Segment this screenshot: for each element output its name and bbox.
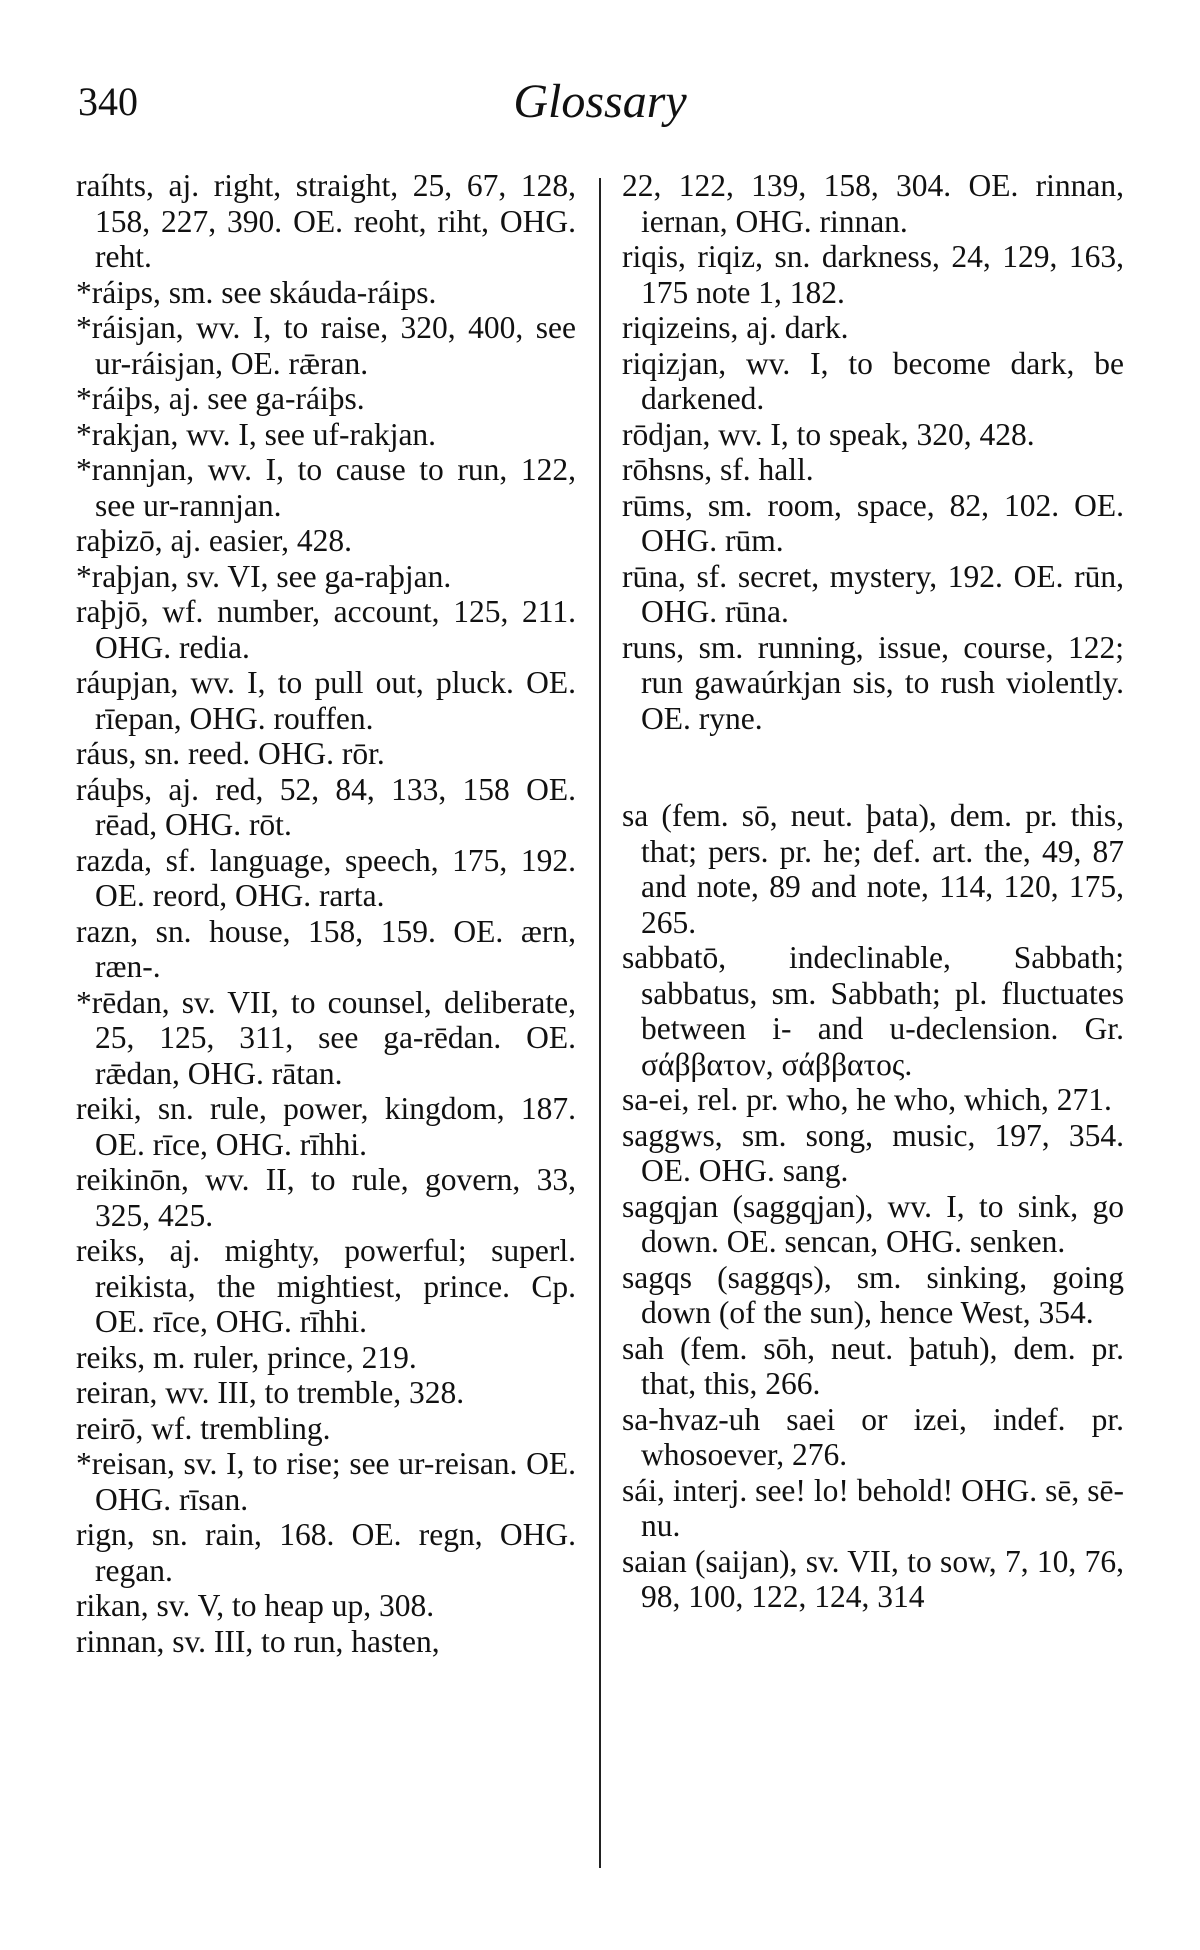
- glossary-entry: rōdjan, wv. I, to speak, 320, 428.: [622, 416, 1035, 452]
- glossary-entry: ráuþs, aj. red, 52, 84, 133, 158 OE. rēad, OHG. rōt.: [76, 771, 576, 842]
- section-gap: [622, 736, 1124, 798]
- glossary-entry: runs, sm. running, issue, course, 122; run gawaúrkjan sis, to rush violently. OE. ryne.: [622, 629, 1124, 736]
- glossary-entry: 22, 122, 139, 158, 304. OE. rinnan, iernan, OHG. rinnan.: [622, 168, 1124, 239]
- page-number: 340: [78, 79, 138, 124]
- glossary-entry: *reisan, sv. I, to rise; see ur-reisan. OE. OHG. rīsan.: [76, 1446, 576, 1517]
- page-title: Glossary: [513, 75, 687, 128]
- glossary-entry: raþjō, wf. number, account, 125, 211. OHG. redia.: [76, 594, 576, 665]
- glossary-entry: reiks, aj. mighty, powerful; superl. reikista, the mightiest, prince. Cp. OE. rīce, OHG. rīhhi.: [76, 1233, 576, 1339]
- column-divider: [599, 178, 601, 1868]
- glossary-entry: reiks, m. ruler, prince, 219.: [76, 1339, 417, 1375]
- glossary-entry: rign, sn. rain, 168. OE. regn, OHG. regan.: [76, 1517, 576, 1588]
- glossary-entry: *ráisjan, wv. I, to raise, 320, 400, see ur-ráisjan, OE. rǣran.: [76, 310, 576, 381]
- glossary-entry: sái, interj. see! lo! behold! OHG. sē, sē-nu.: [622, 1472, 1124, 1543]
- glossary-entry: sa-ei, rel. pr. who, he who, which, 271.: [622, 1082, 1112, 1117]
- glossary-entry: raþizō, aj. easier, 428.: [76, 523, 352, 558]
- glossary-entry: *ráiþs, aj. see ga-ráiþs.: [76, 381, 365, 416]
- glossary-entry: sabbatō, indeclinable, Sabbath; sabbatus, sm. Sabbath; pl. fluctuates between i- and u-declension. Gr. σάββατον, σάββατος.: [622, 940, 1124, 1082]
- glossary-entry: ráupjan, wv. I, to pull out, pluck. OE. rīepan, OHG. rouffen.: [76, 665, 576, 736]
- glossary-entry: raíhts, aj. right, straight, 25, 67, 128, 158, 227, 390. OE. reoht, riht, OHG. reht.: [76, 168, 576, 274]
- glossary-entry: ráus, sn. reed. OHG. rōr.: [76, 736, 385, 771]
- glossary-entry: riqis, riqiz, sn. darkness, 24, 129, 163, 175 note 1, 182.: [622, 239, 1124, 310]
- glossary-entry: saian (saijan), sv. VII, to sow, 7, 10, 76, 98, 100, 122, 124, 314: [622, 1543, 1124, 1614]
- glossary-entry: reirō, wf. trembling.: [76, 1410, 331, 1446]
- glossary-entry: *rannjan, wv. I, to cause to run, 122, see ur-rannjan.: [76, 452, 576, 523]
- glossary-entry: *raþjan, sv. VI, see ga-raþjan.: [76, 558, 452, 594]
- glossary-entry: *rakjan, wv. I, see uf-rakjan.: [76, 416, 437, 452]
- glossary-entry: reiran, wv. III, to tremble, 328.: [76, 1375, 465, 1410]
- glossary-entry: riqizeins, aj. dark.: [622, 310, 849, 345]
- glossary-entry: reikinōn, wv. II, to rule, govern, 33, 325, 425.: [76, 1162, 576, 1233]
- glossary-entry: rinnan, sv. III, to run, hasten,: [76, 1623, 440, 1659]
- glossary-entry: reiki, sn. rule, power, kingdom, 187. OE. rīce, OHG. rīhhi.: [76, 1091, 576, 1162]
- glossary-entry: sagqs (saggqs), sm. sinking, going down (of the sun), hence West, 354.: [622, 1259, 1124, 1330]
- left-column: [76, 168, 576, 1659]
- glossary-entry: saggws, sm. song, music, 197, 354. OE. OHG. sang.: [622, 1117, 1124, 1188]
- glossary-entry: sagqjan (saggqjan), wv. I, to sink, go down. OE. sencan, OHG. senken.: [622, 1188, 1124, 1259]
- glossary-entry: rūms, sm. room, space, 82, 102. OE. OHG. rūm.: [622, 487, 1124, 558]
- glossary-entry: sa-hvaz-uh saei or izei, indef. pr. whosoever, 276.: [622, 1401, 1124, 1472]
- glossary-entry: riqizjan, wv. I, to become dark, be darkened.: [622, 345, 1124, 416]
- glossary-entry: sah (fem. sōh, neut. þatuh), dem. pr. that, this, 266.: [622, 1330, 1124, 1401]
- glossary-entry: *ráips, sm. see skáuda-ráips.: [76, 274, 437, 310]
- glossary-entry: razda, sf. language, speech, 175, 192. OE. reord, OHG. rarta.: [76, 842, 576, 913]
- glossary-entry: sa (fem. sō, neut. þata), dem. pr. this, that; pers. pr. he; def. art. the, 49, 87 and note, 89 and note, 114, 120, 175, 265.: [622, 798, 1124, 940]
- glossary-entry: *rēdan, sv. VII, to counsel, deliberate, 25, 125, 311, see ga-rēdan. OE. rǣdan, OHG. rātan.: [76, 984, 576, 1091]
- glossary-entry: rikan, sv. V, to heap up, 308.: [76, 1588, 435, 1623]
- glossary-entry: rūna, sf. secret, mystery, 192. OE. rūn, OHG. rūna.: [622, 558, 1124, 629]
- right-column: [622, 168, 1124, 1615]
- glossary-entry: razn, sn. house, 158, 159. OE. ærn, ræn-.: [76, 913, 576, 984]
- glossary-entry: rōhsns, sf. hall.: [622, 452, 814, 487]
